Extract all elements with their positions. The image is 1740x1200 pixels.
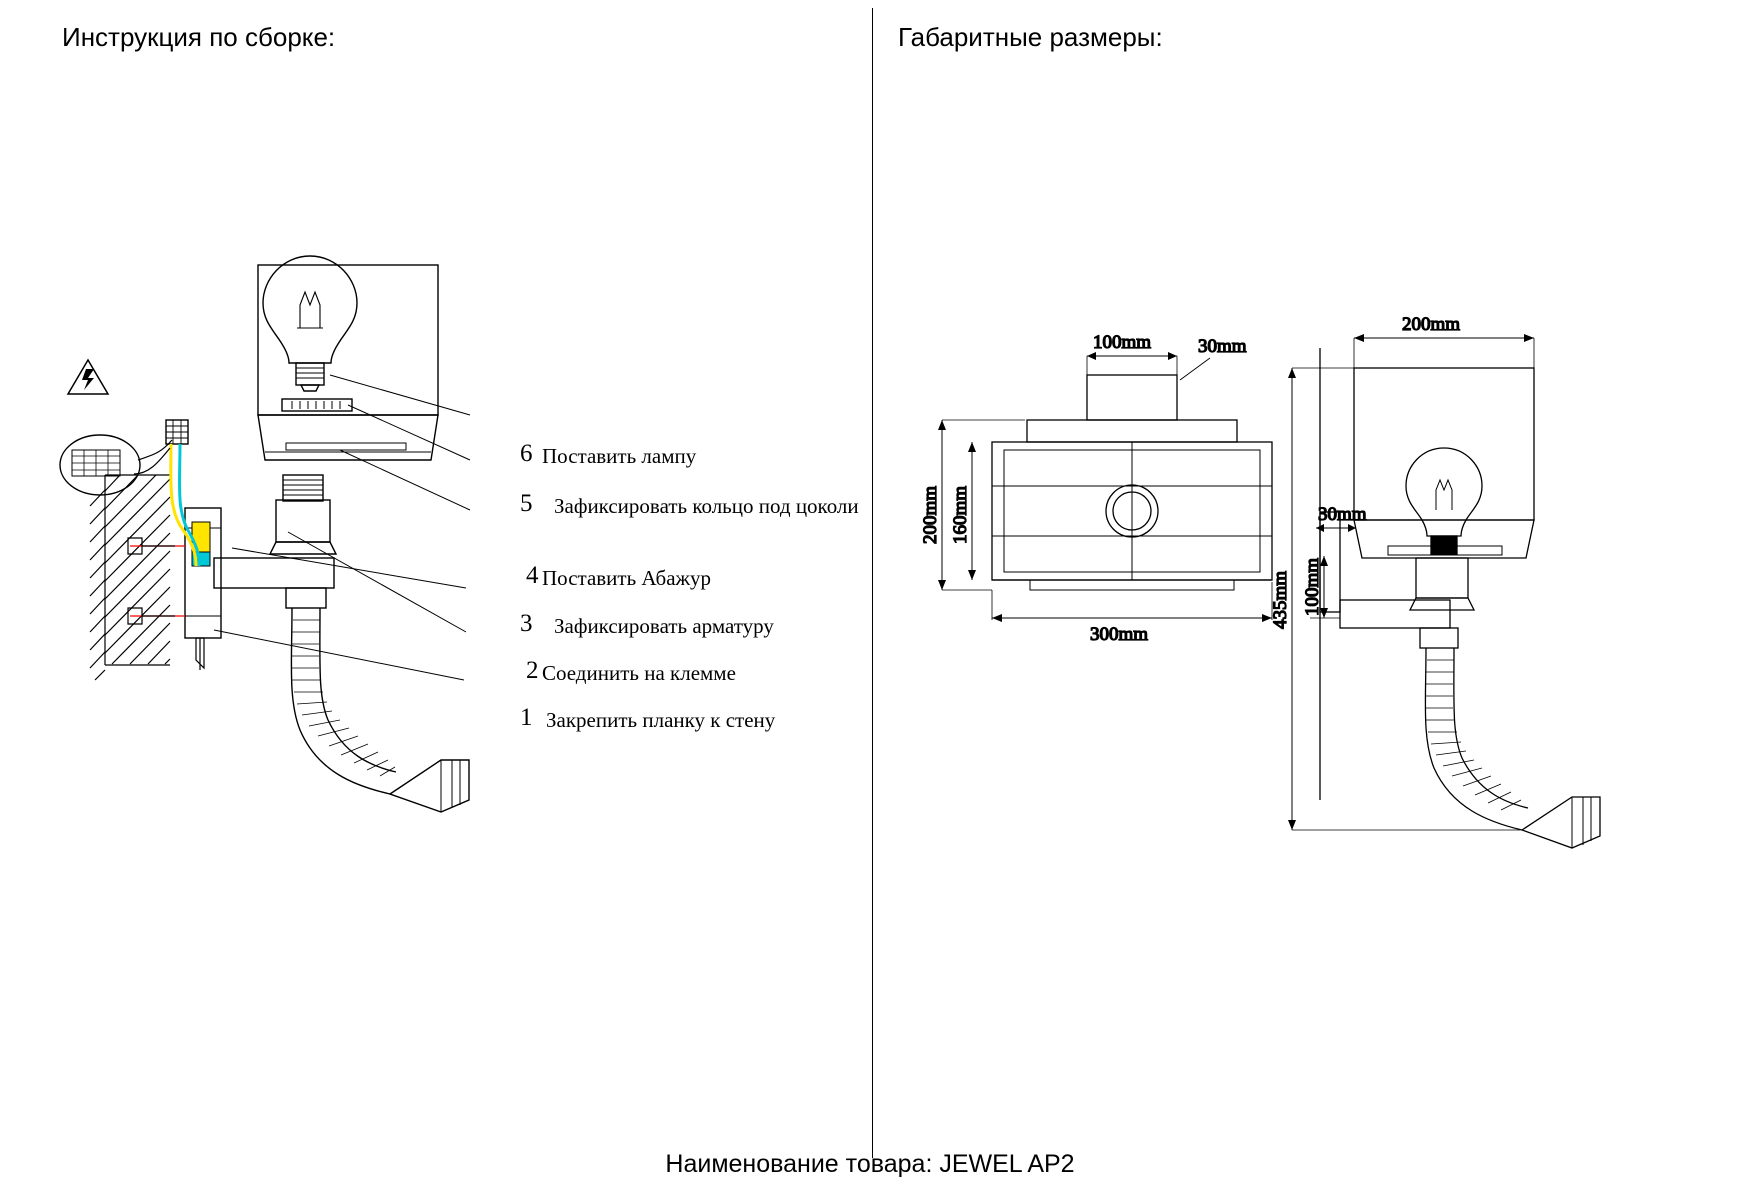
wall-hatch xyxy=(90,475,170,680)
leader-lines xyxy=(214,375,470,680)
connector-block-small xyxy=(166,420,188,444)
assembly-step xyxy=(520,610,860,657)
assembly-step xyxy=(520,704,860,751)
front-view xyxy=(920,332,1272,645)
step-label: Зафиксировать кольцо под цоколи xyxy=(554,494,859,518)
dim-bracket-width: 30mm xyxy=(1318,504,1367,525)
lamp-shade-box xyxy=(258,265,438,415)
step-label: Закрепить планку к стену xyxy=(546,708,776,732)
side-view xyxy=(1270,314,1600,848)
dim-side-depth: 200mm xyxy=(1402,314,1461,335)
dim-inner-height: 160mm xyxy=(950,485,971,545)
dim-shade-height: 200mm xyxy=(920,485,941,545)
page-title-assembly: Инструкция по сборке: xyxy=(62,22,336,52)
shade-side xyxy=(1354,368,1534,520)
step-number: 6 xyxy=(520,440,533,467)
step-number: 2 xyxy=(526,657,539,684)
wire-yellow xyxy=(171,444,196,566)
vertical-divider xyxy=(872,8,873,1158)
dimensions-diagram xyxy=(880,300,1740,1060)
assembly-step xyxy=(520,657,860,704)
lamp-arm-assembly xyxy=(214,475,469,812)
step-number: 5 xyxy=(520,490,533,517)
side-bulb xyxy=(1406,448,1482,554)
dim-top-width: 100mm xyxy=(1093,332,1152,353)
dim-bracket-height: 100mm xyxy=(1302,557,1323,617)
step-number: 3 xyxy=(520,610,533,637)
dim-total-height: 435mm xyxy=(1270,570,1291,630)
step-label: Соединить на клемме xyxy=(542,661,736,685)
assembly-steps-list xyxy=(520,440,860,751)
reading-lamp-head xyxy=(390,760,469,812)
hazard-callout xyxy=(60,435,172,495)
product-name-footer: Наименование товара: JEWEL AP2 xyxy=(665,1150,1075,1178)
step-label: Поставить лампу xyxy=(542,444,697,468)
warning-triangle-icon xyxy=(68,360,108,394)
assembly-step xyxy=(520,562,860,610)
dim-shade-width: 300mm xyxy=(1090,624,1149,645)
step-label: Поставить Абажур xyxy=(542,566,712,590)
light-bulb xyxy=(263,256,357,391)
wire-cyan xyxy=(179,444,199,566)
step-label: Зафиксировать арматуру xyxy=(554,614,774,638)
page-title-dimensions: Габаритные размеры: xyxy=(898,22,1163,52)
step-number: 4 xyxy=(526,562,539,589)
dim-top-height: 30mm xyxy=(1198,336,1247,357)
assembly-step xyxy=(520,440,860,490)
assembly-step xyxy=(520,490,860,562)
step-number: 1 xyxy=(520,704,533,731)
